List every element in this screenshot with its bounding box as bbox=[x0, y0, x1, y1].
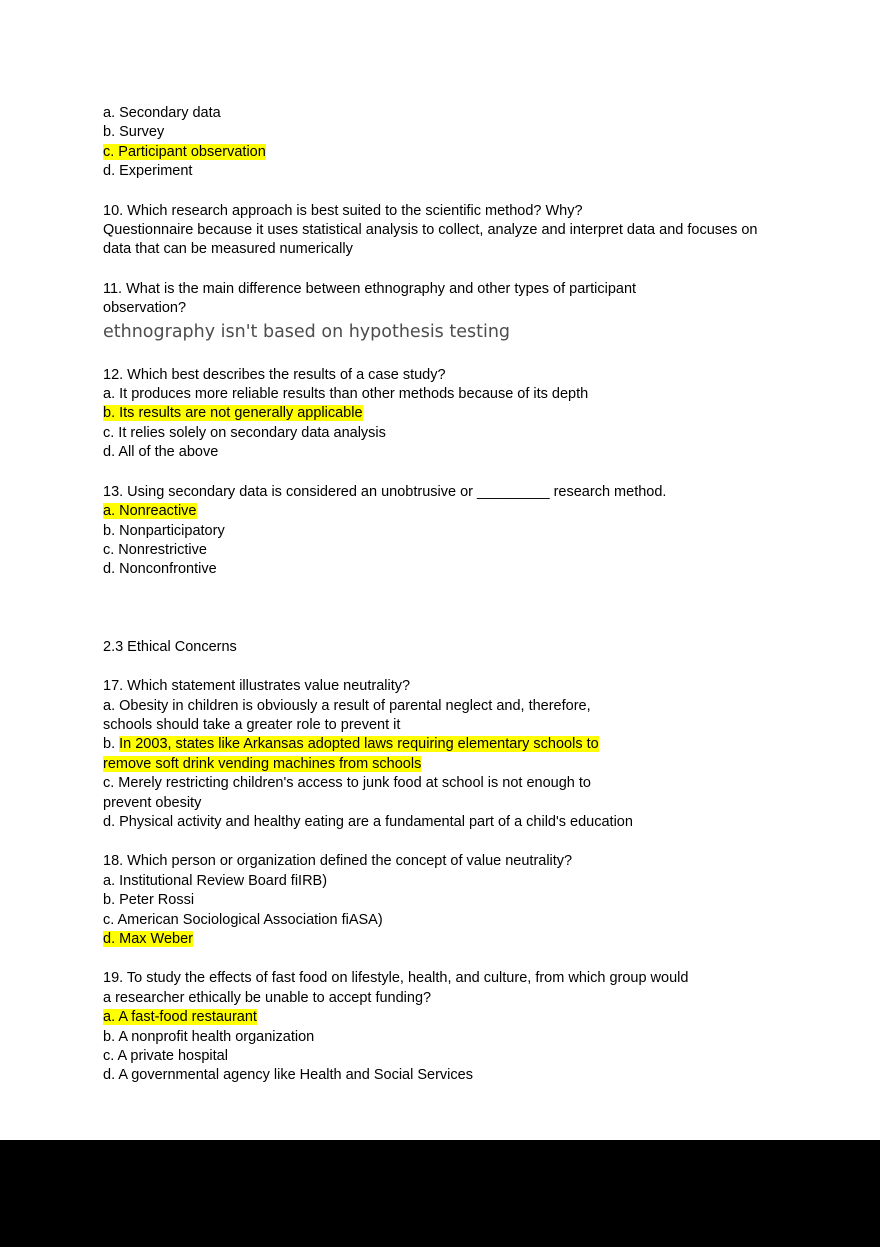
text-line bbox=[103, 280, 803, 299]
text-segment: 12. Which best describes the results of a case study? bbox=[103, 366, 446, 383]
highlighted-answer: In 2003, states like Arkansas adopted laws requiring elementary schools to bbox=[119, 736, 599, 753]
text-segment: d. A governmental agency like Health and Social Services bbox=[103, 1067, 473, 1084]
text-segment: d. Experiment bbox=[103, 163, 193, 180]
text-segment: a researcher ethically be unable to accept funding? bbox=[103, 989, 432, 1006]
text-line bbox=[103, 502, 803, 521]
text-line bbox=[103, 969, 803, 988]
question-12 bbox=[103, 366, 803, 463]
question-10 bbox=[103, 202, 803, 260]
text-segment: prevent obesity bbox=[103, 794, 202, 811]
highlighted-answer: a. Nonreactive bbox=[103, 503, 197, 520]
text-segment: 17. Which statement illustrates value neutrality? bbox=[103, 678, 411, 695]
text-segment: observation? bbox=[103, 300, 187, 317]
text-line bbox=[103, 221, 803, 240]
text-segment: a. It produces more reliable results than other methods because of its depth bbox=[103, 386, 589, 403]
question-19 bbox=[103, 969, 803, 1085]
question-13 bbox=[103, 483, 803, 580]
text-line bbox=[103, 735, 803, 754]
text-line bbox=[103, 989, 803, 1008]
text-line bbox=[103, 240, 803, 259]
text-line bbox=[103, 385, 803, 404]
text-segment: 19. To study the effects of fast food on lifestyle, health, and culture, from which group would bbox=[103, 970, 689, 987]
text-line bbox=[103, 404, 803, 423]
text-segment: data that can be measured numerically bbox=[103, 241, 353, 258]
text-line bbox=[103, 716, 803, 735]
text-segment: schools should take a greater role to prevent it bbox=[103, 716, 401, 733]
text-line bbox=[103, 202, 803, 221]
text-segment: c. It relies solely on secondary data analysis bbox=[103, 424, 386, 441]
text-line bbox=[103, 1066, 803, 1085]
text-line bbox=[103, 483, 803, 502]
text-line bbox=[103, 891, 803, 910]
text-segment: d. Nonconfrontive bbox=[103, 561, 217, 578]
text-line bbox=[103, 443, 803, 462]
text-segment: a. Secondary data bbox=[103, 105, 221, 121]
text-segment: 11. What is the main difference between ethnography and other types of participant bbox=[103, 280, 637, 297]
text-segment: b. Survey bbox=[103, 124, 165, 141]
text-segment: a. Institutional Review Board fiIRB) bbox=[103, 872, 328, 889]
text-line bbox=[103, 755, 803, 774]
question-11 bbox=[103, 280, 803, 346]
text-line bbox=[103, 104, 803, 123]
text-line bbox=[103, 1008, 803, 1027]
text-line bbox=[103, 872, 803, 891]
text-line bbox=[103, 813, 803, 832]
text-line bbox=[103, 319, 803, 346]
text-segment: c. Merely restricting children's access to junk food at school is not enough to bbox=[103, 775, 591, 792]
question-18 bbox=[103, 852, 803, 949]
text-segment: Questionnaire because it uses statistical analysis to collect, analyze and interpret data and focuses on bbox=[103, 222, 758, 239]
text-line bbox=[103, 794, 803, 813]
text-line bbox=[103, 162, 803, 181]
viewer-background-bar bbox=[0, 1140, 880, 1247]
highlighted-answer: b. Its results are not generally applicable bbox=[103, 405, 363, 422]
text-line bbox=[103, 123, 803, 142]
text-line bbox=[103, 366, 803, 385]
text-line bbox=[103, 424, 803, 443]
text-segment: 18. Which person or organization defined the concept of value neutrality? bbox=[103, 853, 573, 870]
text-segment: 10. Which research approach is best suited to the scientific method? Why? bbox=[103, 202, 583, 219]
question-17 bbox=[103, 677, 803, 832]
text-line bbox=[103, 522, 803, 541]
text-segment: c. A private hospital bbox=[103, 1048, 228, 1065]
text-line bbox=[103, 697, 803, 716]
text-segment: a. Obesity in children is obviously a result of parental neglect and, therefore, bbox=[103, 697, 591, 714]
text-segment: b. A nonprofit health organization bbox=[103, 1028, 315, 1045]
text-line bbox=[103, 541, 803, 560]
text-segment: 13. Using secondary data is considered an unobtrusive or _________ research method. bbox=[103, 483, 667, 500]
highlighted-answer: c. Participant observation bbox=[103, 143, 266, 160]
text-line bbox=[103, 677, 803, 696]
text-segment: b. Nonparticipatory bbox=[103, 522, 225, 539]
highlighted-answer: d. Max Weber bbox=[103, 931, 193, 947]
document-content bbox=[103, 104, 803, 1086]
highlighted-answer: a. A fast-food restaurant bbox=[103, 1009, 257, 1026]
text-line bbox=[103, 1047, 803, 1066]
text-line bbox=[103, 143, 803, 162]
answer-options-block bbox=[103, 104, 803, 182]
text-line bbox=[103, 911, 803, 930]
text-segment: b. bbox=[103, 736, 120, 753]
text-line bbox=[103, 930, 803, 949]
text-line bbox=[103, 299, 803, 318]
text-segment: d. Physical activity and healthy eating are a fundamental part of a child's education bbox=[103, 813, 633, 830]
typed-answer-text: ethnography isn't based on hypothesis testing bbox=[103, 321, 511, 342]
highlighted-answer: remove soft drink vending machines from schools bbox=[103, 755, 422, 772]
text-segment: b. Peter Rossi bbox=[103, 892, 195, 909]
text-line bbox=[103, 638, 803, 657]
text-line bbox=[103, 560, 803, 579]
text-segment: c. American Sociological Association fiASA) bbox=[103, 911, 383, 928]
text-line bbox=[103, 1028, 803, 1047]
text-segment: 2.3 Ethical Concerns bbox=[103, 638, 237, 655]
section-heading bbox=[103, 638, 803, 657]
text-segment: d. All of the above bbox=[103, 444, 219, 461]
text-line bbox=[103, 774, 803, 793]
text-line bbox=[103, 852, 803, 871]
text-segment: c. Nonrestrictive bbox=[103, 541, 207, 558]
